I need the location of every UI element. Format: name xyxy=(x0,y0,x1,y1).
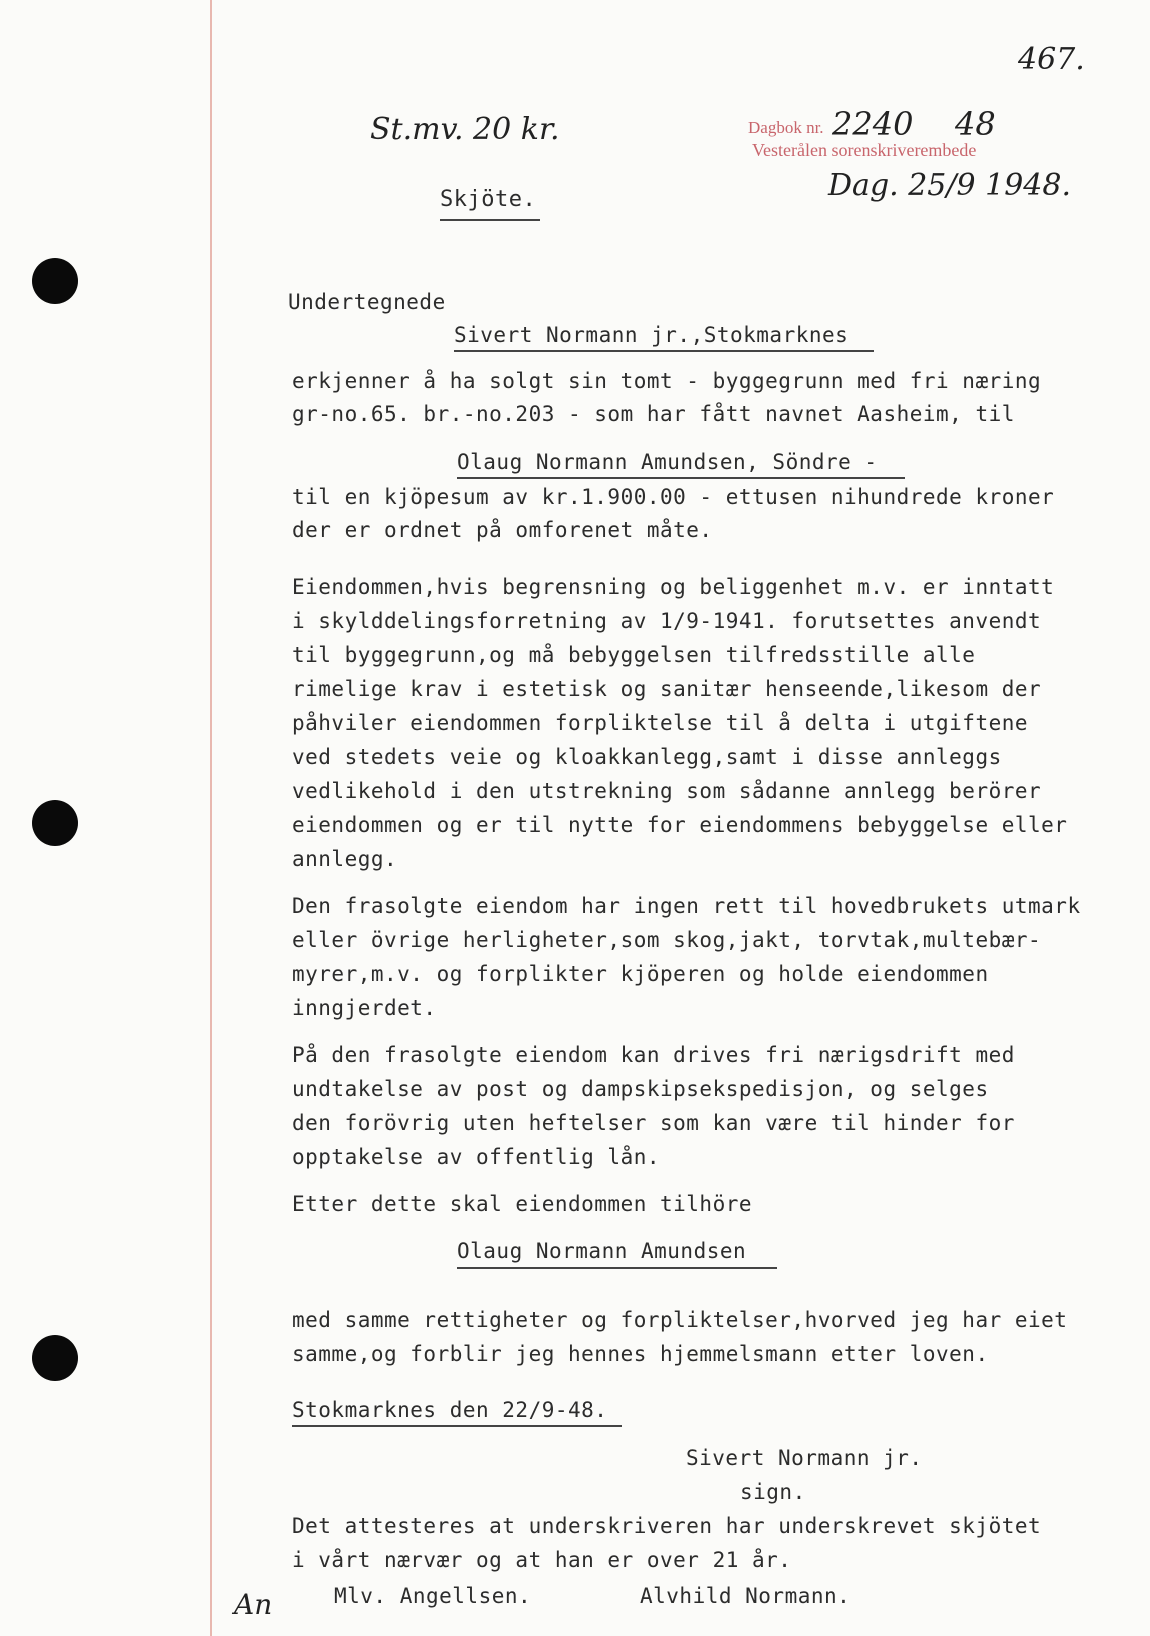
p3-line-3: myrer,m.v. og forplikter kjöperen og holde eiendommen xyxy=(292,962,989,986)
p4-line-3: den forövrig uten heftelser som kan være til hinder for xyxy=(292,1111,1015,1135)
p4-line-1: På den frasolgte eiendom kan drives fri nærigsdrift med xyxy=(292,1043,1015,1067)
body-line-2: gr-no.65. br.-no.203 - som har fått navnet Aasheim, til xyxy=(292,402,1015,426)
p2-line-5: påhviler eiendommen forpliktelse til å delta i utgiftene xyxy=(292,711,1029,735)
p2-line-1: Eiendommen,hvis begrensning og beliggenhet m.v. er inntatt xyxy=(292,575,1055,599)
p4-line-2: undtakelse av post og dampskipsekspedisjon, og selges xyxy=(292,1077,989,1101)
attest-line-1: Det attesteres at underskriveren har underskrevet skjötet xyxy=(292,1514,1042,1538)
fee-note: St.mv. 20 kr. xyxy=(370,112,560,147)
p2-line-8: eiendommen og er til nytte for eiendommens bebyggelse eller xyxy=(292,813,1068,837)
title-underline xyxy=(440,219,540,221)
document-title: Skjöte. xyxy=(440,187,537,212)
attest-line-2: i vårt nærvær og at han er over 21 år. xyxy=(292,1548,792,1572)
p2-line-7: vedlikehold i den utstrekning som sådanne annlegg berörer xyxy=(292,779,1042,803)
margin-initials: An xyxy=(234,1588,273,1621)
seller-name: Sivert Normann jr.,Stokmarknes xyxy=(454,323,849,347)
body-line-3: til en kjöpesum av kr.1.900.00 - ettusen nihundrede kroner xyxy=(292,485,1055,509)
p2-line-9: annlegg. xyxy=(292,847,398,871)
stamp-diary-number: 2240 xyxy=(832,105,914,143)
stamp-date: Dag. 25/9 1948. xyxy=(828,168,1072,203)
margin-line xyxy=(210,0,212,1636)
place-date-underline xyxy=(292,1425,622,1427)
stamp-office: Vesterålen sorenskriverembede xyxy=(752,140,977,160)
p6-line-2: samme,og forblir jeg hennes hjemmelsmann etter loven. xyxy=(292,1342,989,1366)
owner-underline xyxy=(457,1267,777,1269)
p3-line-4: inngjerdet. xyxy=(292,996,437,1020)
p6-line-1: med samme rettigheter og forpliktelser,hvorved jeg har eiet xyxy=(292,1308,1068,1332)
p5-line: Etter dette skal eiendommen tilhöre xyxy=(292,1192,753,1216)
witness-1: Mlv. Angellsen. xyxy=(334,1584,532,1608)
p2-line-6: ved stedets veie og kloakkanlegg,samt i disse annleggs xyxy=(292,745,1002,769)
buyer-line: Olaug Normann Amundsen, Söndre - xyxy=(457,450,878,474)
signer-name: Sivert Normann jr. xyxy=(686,1446,923,1470)
page-number: 467. xyxy=(1018,42,1085,77)
p2-line-3: til byggegrunn,og må bebyggelsen tilfredsstille alle xyxy=(292,643,976,667)
punch-hole-top xyxy=(32,258,78,304)
stamp-diary-year: 48 xyxy=(955,105,996,143)
place-date: Stokmarknes den 22/9-48. xyxy=(292,1398,608,1422)
p3-line-1: Den frasolgte eiendom har ingen rett til hovedbrukets utmark xyxy=(292,894,1081,918)
p4-line-4: opptakelse av offentlig lån. xyxy=(292,1145,661,1169)
body-line-4: der er ordnet på omforenet måte. xyxy=(292,518,713,542)
stamp-diary-label: Dagbok nr. xyxy=(748,118,824,137)
seller-underline xyxy=(454,350,874,352)
punch-hole-bottom xyxy=(32,1335,78,1381)
p3-line-2: eller övrige herligheter,som skog,jakt, torvtak,multebær- xyxy=(292,928,1042,952)
owner-name: Olaug Normann Amundsen xyxy=(457,1239,747,1263)
punch-hole-middle xyxy=(32,800,78,846)
signed-mark: sign. xyxy=(740,1480,806,1504)
p2-line-2: i skylddelingsforretning av 1/9-1941. forutsettes anvendt xyxy=(292,609,1042,633)
body-line-1: erkjenner å ha solgt sin tomt - byggegrunn med fri næring xyxy=(292,369,1042,393)
buyer-underline xyxy=(457,477,905,479)
p2-line-4: rimelige krav i estetisk og sanitær henseende,likesom der xyxy=(292,677,1042,701)
witness-2: Alvhild Normann. xyxy=(640,1584,851,1608)
undersigned-label: Undertegnede xyxy=(288,290,446,314)
